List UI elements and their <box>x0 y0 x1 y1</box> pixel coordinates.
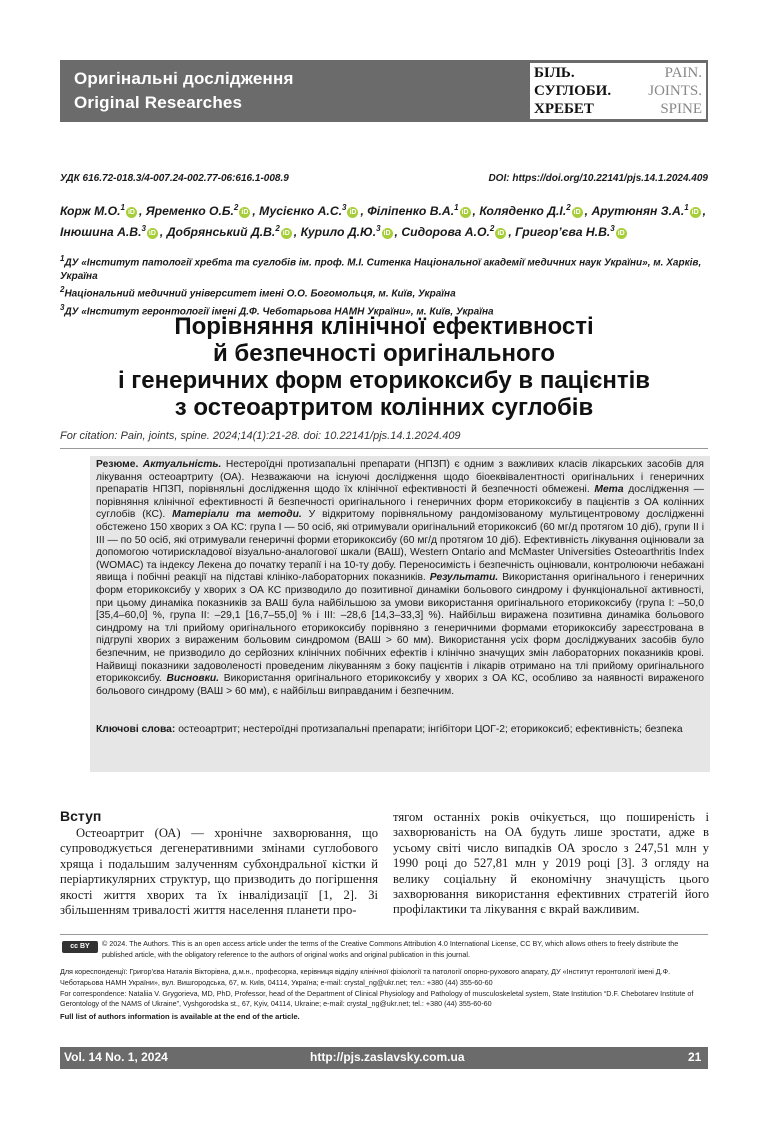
conclusions-label: Висновки. <box>166 673 219 685</box>
author-name: Коляденко Д.І. <box>479 204 567 219</box>
doi-link[interactable]: DOI: https://doi.org/10.22141/pjs.14.1.2024.409 <box>488 173 708 184</box>
title-line: з остеоартритом колінних суглобів <box>174 394 594 421</box>
keywords-text: остеоартрит; нестероїдні протизапальні препарати; інгібітори ЦОГ-2; еторикоксиб; ефективність; безпека <box>178 724 683 735</box>
author-affiliation-number: 2 <box>566 203 571 212</box>
full-info-note: Full list of authors information is available at the end of the article. <box>60 1012 300 1021</box>
section-title-uk: Оригінальні дослідження <box>74 69 294 88</box>
author-list <box>60 199 710 241</box>
orcid-icon[interactable]: iD <box>127 209 135 217</box>
orcid-icon[interactable]: iD <box>383 230 391 238</box>
abstract-label: Резюме. <box>96 459 139 470</box>
results-text: Використання оригінального і генеричних форм еторикоксибу у хворих з ОА КС призводило до позитивної динаміки больового синдрому і функціональної активності, при цьому динаміка показників за ВАШ була найбільшою за умови використання оригінального еторикоксибу (група І: –50,0 [35,4–60,0] %, група ІІ: –29,1 [16,7–55,0] % і ІІІ: –28,6 [14,3–33,3] %). Найбільш виражена позитивна динаміка больового синдрому на тлі прийому оригінального еторикоксибу порівняно з генеричними формами еторикоксибу зареєстрована в підгрупі хворих з вираженим больовим синдромом (ВАШ > 60 мм). Використання усіх форм досліджуваних засобів було безпечним, не призводило до серйозних клінічних побічних ефектів і клінічно значущих змін лабораторних показників крові. Найвищі показники задоволеності проведеним лікуванням з боку пацієнтів і лікарів отримано на тлі прийому оригінального еторикоксибу. <box>96 572 704 685</box>
author-name: Мусієнко А.С. <box>259 204 343 219</box>
relevance-label: Актуальність. <box>142 459 222 470</box>
author-name: Яременко О.Б. <box>145 204 234 219</box>
udc-code: УДК 616.72-018.3/4-007.24-002.77-06:616.1-008.9 <box>60 173 289 184</box>
author-separator: , <box>472 204 480 219</box>
author-separator: , <box>394 225 402 240</box>
author-name: Корж М.О. <box>60 204 121 219</box>
article-title <box>60 313 708 421</box>
author-separator: , <box>159 225 167 240</box>
results-label: Результати. <box>429 572 499 584</box>
relevance-text: Нестероїдні протизапальні препарати (НПЗП) є одним з важливих класів лікарських засобів для лікування остеоартриту (ОА). Незважаючи на існуючі дослідження щодо біоеквівалентності оригінальних і генеричних препаратів НПЗП, порівняльні дослідження щодо їх клінічної ефективності й безпечності обмежені. <box>96 459 704 496</box>
author-separator: , <box>293 225 301 240</box>
aim-text: дослідження — порівняння клінічної ефективності й безпечності оригінального і генеричних форм еторикоксибу в пацієнтів з ОА колінних суглобів (КС). <box>96 484 704 521</box>
page-number: 21 <box>688 1050 702 1064</box>
author-separator: , <box>508 225 516 240</box>
logo-line-pain: БІЛЬ. PAIN. <box>534 65 702 81</box>
author-affiliation-number: 1 <box>684 203 689 212</box>
conclusions-text: Використання оригінального еторикоксибу у хворих з ОА КС, особливо за наявності вираженого больового синдрому (ВАШ > 60 мм), є найбільш виправданим і безпечним. <box>96 673 704 697</box>
logo-line-joints: СУГЛОБИ. JOINTS. <box>534 83 702 99</box>
orcid-icon[interactable]: iD <box>573 209 581 217</box>
intro-column-right: тягом останніх років очікується, що поширеність і захворюваність на ОА будуть лише зростати, адже в усьому світі число випадків ОА зросло з 247,51 млн у 1990 році до 527,81 млн у 2019 році [3]. З огляду на велику соціальну й економічну значущість цього захворювання використання ефективних стратегій його профілактики та лікування є вкрай важливим. <box>393 810 709 917</box>
author-name: Сидорова А.О. <box>401 225 490 240</box>
author-separator: , <box>252 204 260 219</box>
aim-label: Мета <box>594 484 624 496</box>
orcid-icon[interactable]: iD <box>691 209 699 217</box>
author-affiliation-number: 3 <box>610 224 615 234</box>
footer-url[interactable]: http://pjs.zaslavsky.com.ua <box>310 1050 465 1064</box>
author-separator: , <box>360 204 368 219</box>
orcid-icon[interactable]: iD <box>461 209 469 217</box>
author-affiliation-number: 2 <box>275 224 280 234</box>
correspondence-uk: Для кореспонденції: Григор’єва Наталія Вікторівна, д.м.н., професорка, керівниця відділу клінічної фізіології та патології опорно-рухового апарату, ДУ «Інститут геронтології імені Д.Ф. Чеботарьова НАМН України», вул. Вишгородська, 67, м. Київ, 04114, Україна; e-mail: crystal_ng@ukr.net; тел.: +380 (44) 355-60-60 <box>60 967 671 987</box>
license-text: © 2024. The Authors. This is an open access article under the terms of the Creative Commons Attribution 4.0 International License, CC BY, which allows others to freely distribute the published article, with the obligatory reference to the authors of original works and original publication in this journal. <box>102 939 679 959</box>
keywords <box>96 724 704 737</box>
cc-license-badge: cc BY <box>62 941 98 953</box>
affiliation-list <box>60 252 710 319</box>
intro-heading: Вступ <box>60 808 102 824</box>
author-affiliation-number: 1 <box>120 203 125 212</box>
author-name: Інюшина А.В. <box>60 225 142 240</box>
section-title-en: Original Researches <box>74 93 243 112</box>
author-separator: , <box>702 204 707 219</box>
divider <box>60 934 708 935</box>
correspondence <box>60 967 710 1010</box>
orcid-icon[interactable]: iD <box>241 209 249 217</box>
author-separator: , <box>138 204 146 219</box>
author-name: Арутюнян З.А. <box>591 204 685 219</box>
correspondence-en: For correspondence: Nataliia V. Grygorieva, MD, PhD, Professor, head of the Department of Clinical Physiology and Pathology of musculoskeletal system, State Institution “D.F. Chebotarev Institute of Gerontology of the NAMS of Ukraine”, Vyshgorodska st., 67, Kyiv, 04114, Ukraine; e-mail: crystal_ng@ukr.net; tel.: +380 (44) 355-60-60 <box>60 988 694 1009</box>
intro-column-left: Остеоартрит (ОА) — хронічне захворювання, що супроводжується дегенеративними змінами суглобового хряща і подальшим залученням субхондральної кістки й періартикулярних структур, що призводить до погіршення якості життя хворих та їх інвалідизації [1, 2]. Зі збільшенням тривалості життя населення планети про- <box>60 826 378 918</box>
logo-line-spine: ХРЕБЕТ SPINE <box>534 101 702 117</box>
abstract-text <box>96 459 704 698</box>
citation-line: For citation: Pain, joints, spine. 2024;14(1):21-28. doi: 10.22141/pjs.14.1.2024.409 <box>60 430 461 442</box>
author-name: Григор’єва Н.В. <box>515 225 611 240</box>
author-separator: , <box>584 204 592 219</box>
author-affiliation-number: 3 <box>342 203 347 212</box>
orcid-icon[interactable]: iD <box>148 230 156 238</box>
orcid-icon[interactable]: iD <box>617 230 625 238</box>
affiliation-item: $^3$ДУ «Інститут геронтології імені Д.Ф. Чеботарьова НАМН України», м. Київ, Україна <box>60 302 494 318</box>
author-affiliation-number: 2 <box>489 224 495 234</box>
title-line: і генеричних форм еторикоксибу в пацієнтів <box>117 367 651 394</box>
author-affiliation-number: 3 <box>376 224 381 234</box>
author-affiliation-number: 1 <box>454 203 459 212</box>
divider <box>60 448 708 449</box>
orcid-icon[interactable]: iD <box>497 230 505 238</box>
methods-label: Матеріали та методи. <box>172 509 302 521</box>
title-line: Порівняння клінічної ефективності <box>174 313 594 340</box>
keywords-label: Ключові слова: <box>96 724 176 735</box>
orcid-icon[interactable]: iD <box>349 209 357 217</box>
title-line: й безпечності оригінального <box>212 340 556 367</box>
affiliation-item: $^2$Національний медичний університет імені О.О. Богомольця, м. Київ, Україна <box>60 285 456 300</box>
author-name: Філіпенко В.А. <box>367 204 455 219</box>
affiliation-item: $^1$ДУ «Інститут патології хребта та суглобів ім. проф. М.І. Ситенка Національної академії медичних наук України», м. Харків, Україна <box>60 254 702 282</box>
author-affiliation-number: 3 <box>141 224 146 234</box>
footer-volume: Vol. 14 No. 1, 2024 <box>64 1050 168 1064</box>
orcid-icon[interactable]: iD <box>282 230 290 238</box>
author-name: Добрянський Д.В. <box>166 225 276 240</box>
journal-logo <box>530 63 706 119</box>
author-affiliation-number: 2 <box>233 203 239 212</box>
methods-text: У відкритому порівняльному рандомізованому мультицентровому дослідженні обстежено 150 хворих з ОА КС: група І — 50 осіб, які отримували оригінальний еторикоксиб (60 мг/д протягом 10 діб), групи ІІ і ІІІ — по 50 осіб, які отримували генеричні форми еторикоксибу (60 мг/д протягом 10 діб). Ефективність лікування оцінювали за допомогою чотирискладової візуально-аналогової шкали (ВАШ), Western Ontario and McMaster Universities Osteoarthritis Index (WOMAC) та індексу Лекена до початку терапії і на 10-ту добу. Переносимість і безпечність оцінювали, контролюючи небажані явища і побічні реакції на підставі клініко-лабораторних показників. <box>96 509 704 584</box>
author-name: Курило Д.Ю. <box>300 225 377 240</box>
